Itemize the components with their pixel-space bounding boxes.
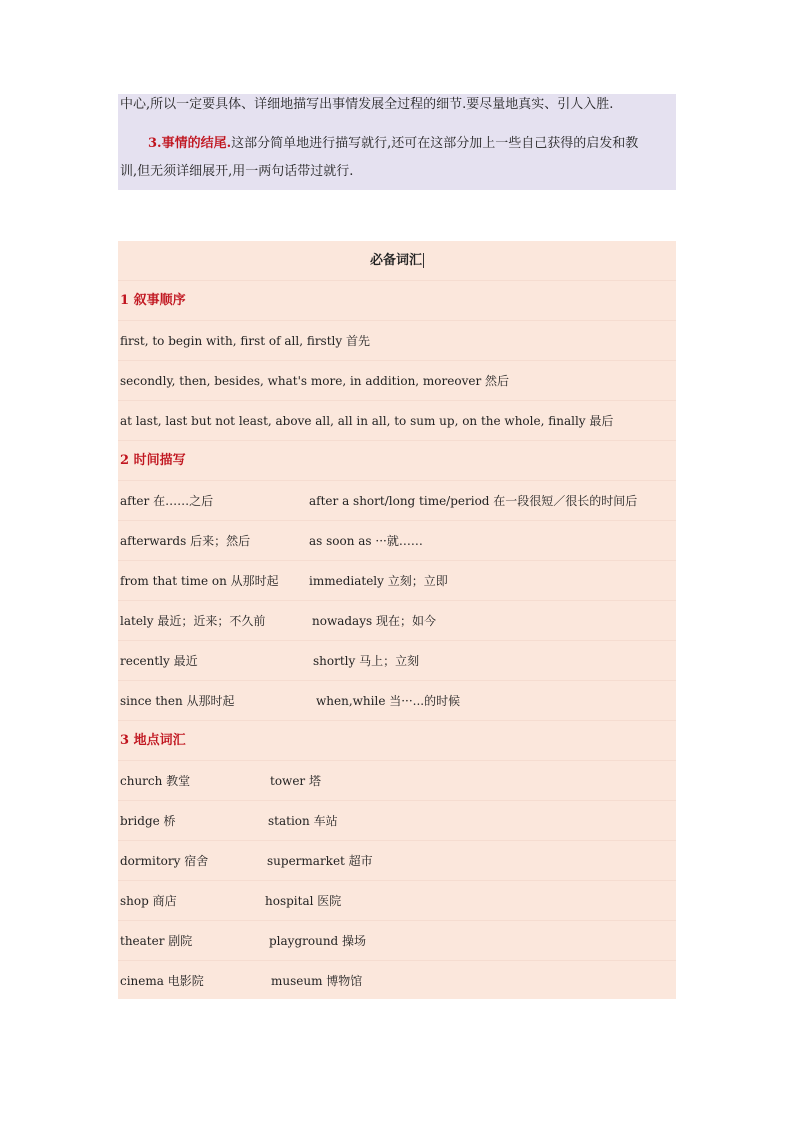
vocab-row xyxy=(118,641,676,681)
vocab-term: church 教堂 xyxy=(120,774,191,788)
vocab-term: lately 最近；近来；不久前 xyxy=(120,614,266,628)
vocab-term: after a short/long time/period 在一段很短／很长的时间后 xyxy=(309,494,638,508)
vocab-term: dormitory 宿舍 xyxy=(120,854,209,868)
vocab-term: at last, last but not least, above all, all in all, to sum up, on the whole, finally 最后 xyxy=(120,414,614,428)
vocab-term: museum 博物馆 xyxy=(271,974,363,988)
vocab-term: bridge 桥 xyxy=(120,814,176,828)
vocab-term: when,while 当···...的时候 xyxy=(316,694,461,708)
section-heading-text: 2 时间描写 xyxy=(120,453,186,468)
vocab-term: shortly 马上；立刻 xyxy=(313,654,420,668)
vocab-row xyxy=(118,321,676,361)
vocab-row xyxy=(118,921,676,961)
vocab-term: since then 从那时起 xyxy=(120,694,235,708)
vocab-term: tower 塔 xyxy=(270,774,321,788)
section-heading-narrative-order xyxy=(118,281,676,321)
vocab-row xyxy=(118,681,676,721)
vocab-row xyxy=(118,601,676,641)
ending-heading: 3.事情的结尾. xyxy=(148,136,232,151)
vocab-term: from that time on 从那时起 xyxy=(120,574,279,588)
vocab-term: first, to begin with, first of all, firstly 首先 xyxy=(120,334,370,348)
intro-line-1: 中心,所以一定要具体、详细地描写出事情发展全过程的细节.要尽量地真实、引人入胜. xyxy=(120,97,614,112)
vocab-term: afterwards 后来；然后 xyxy=(120,534,251,548)
vocab-term: recently 最近 xyxy=(120,654,198,668)
section-heading-places xyxy=(118,721,676,761)
vocab-term: shop 商店 xyxy=(120,894,177,908)
section-heading-time xyxy=(118,441,676,481)
section-heading-text: 3 地点词汇 xyxy=(120,733,186,748)
ending-text: 这部分简单地进行描写就行,还可在这部分加上一些自己获得的启发和教 xyxy=(231,136,639,151)
intro-line-2 xyxy=(148,134,638,154)
vocab-term: cinema 电影院 xyxy=(120,974,204,988)
vocab-row xyxy=(118,841,676,881)
vocab-row xyxy=(118,801,676,841)
vocab-title xyxy=(118,241,676,281)
section-heading-text: 1 叙事顺序 xyxy=(120,293,186,308)
vocab-term: theater 剧院 xyxy=(120,934,193,948)
vocab-row xyxy=(118,961,676,1001)
vocab-row xyxy=(118,481,676,521)
vocab-title-text: 必备词汇 xyxy=(369,253,422,268)
vocab-term: station 车站 xyxy=(268,814,338,828)
vocab-table xyxy=(118,241,676,999)
vocab-term: after 在……之后 xyxy=(120,494,214,508)
vocab-term: supermarket 超市 xyxy=(267,854,373,868)
vocab-term: secondly, then, besides, what's more, in addition, moreover 然后 xyxy=(120,374,510,388)
vocab-row xyxy=(118,401,676,441)
intro-text-block xyxy=(118,94,676,190)
vocab-row xyxy=(118,521,676,561)
vocab-term: immediately 立刻；立即 xyxy=(309,574,448,588)
vocab-row xyxy=(118,361,676,401)
vocab-row xyxy=(118,561,676,601)
vocab-term: nowadays 现在；如今 xyxy=(312,614,436,628)
vocab-row xyxy=(118,881,676,921)
vocab-term: playground 操场 xyxy=(269,934,367,948)
vocab-term: hospital 医院 xyxy=(265,894,342,908)
vocab-term: as soon as ···就…… xyxy=(309,534,423,548)
vocab-row xyxy=(118,761,676,801)
intro-line-3: 训,但无须详细展开,用一两句话带过就行. xyxy=(120,164,354,179)
